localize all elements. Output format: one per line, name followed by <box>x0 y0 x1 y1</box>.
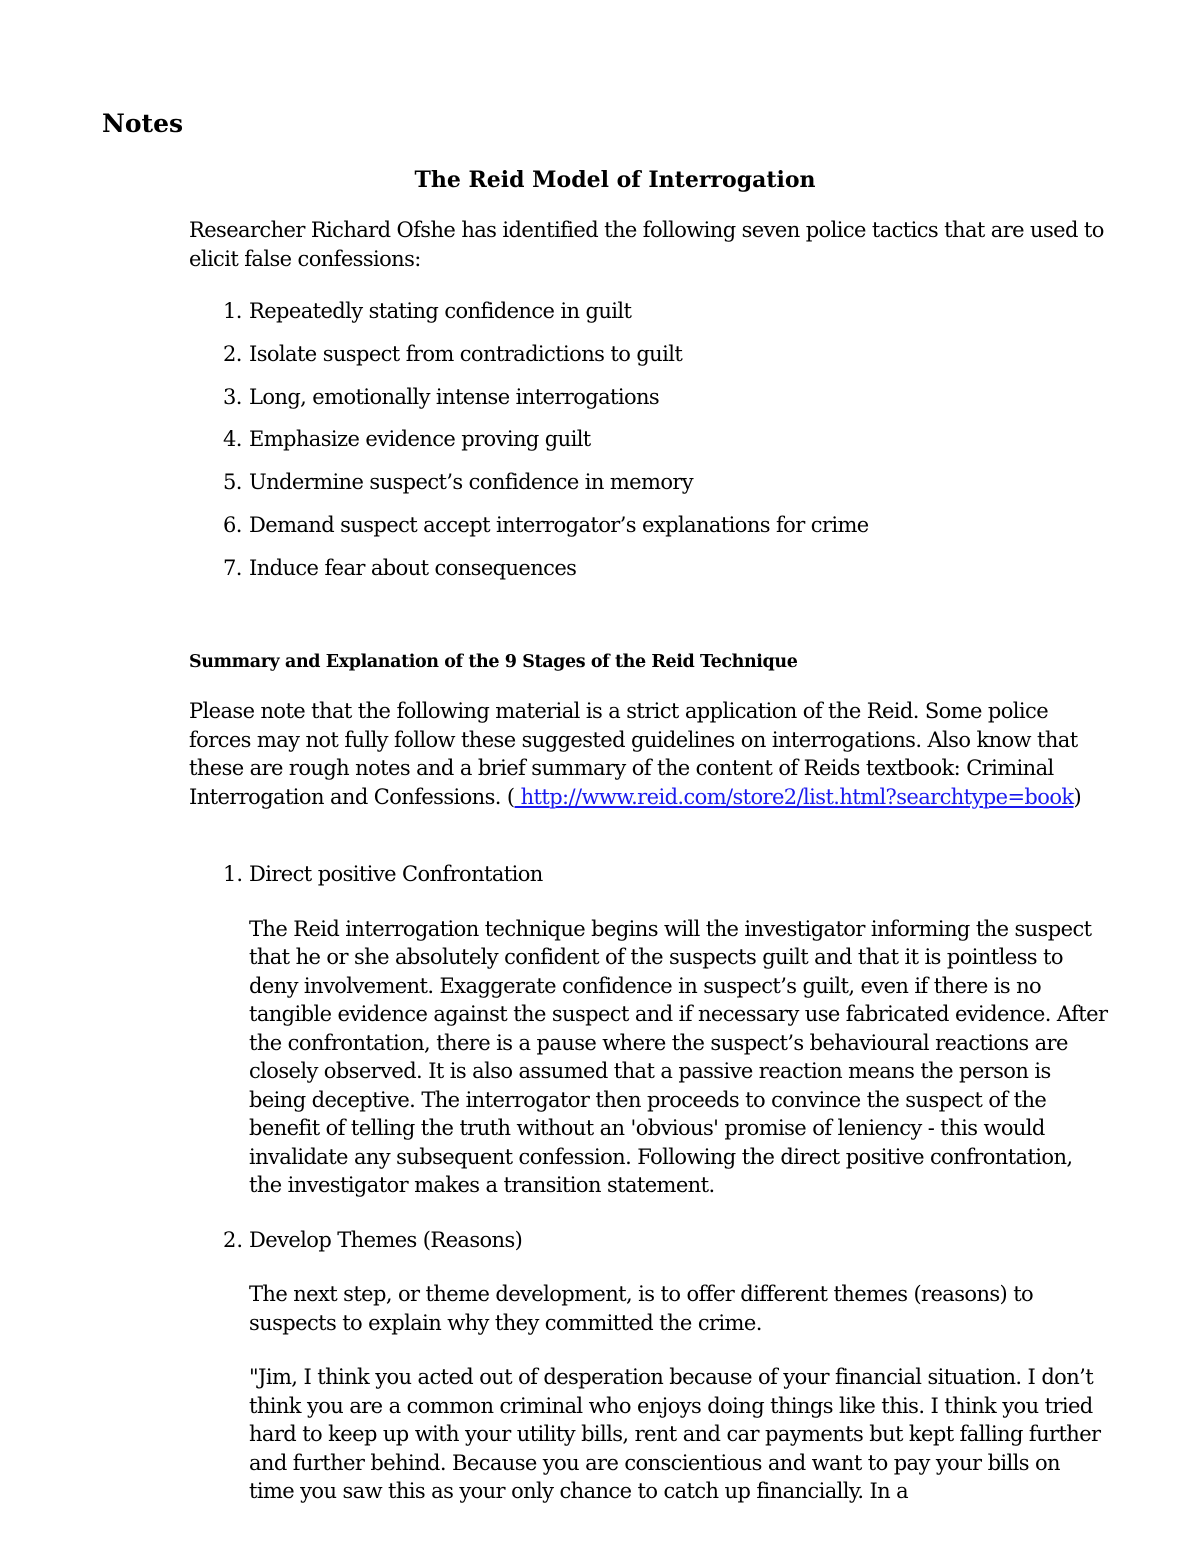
list-item <box>189 511 869 554</box>
stage-quote-paragraph: "Jim, I think you acted out of desperation because of your financial situation. I don’t think you are a common criminal who enjoys doing things like this. I think you tried hard to keep up with your utility bills, rent and car payments but kept falling further and further behind. Because you are conscientious and want to pay your bills on time you saw this as your only chance to catch up financially. In a <box>249 1365 1101 1503</box>
note-paragraph <box>189 697 1104 811</box>
stage-title: Direct positive Confrontation <box>249 862 543 886</box>
list-item-number: 3. <box>223 384 242 409</box>
list-item <box>189 554 869 597</box>
list-item-text: Emphasize evidence proving guilt <box>249 427 591 452</box>
stage-number: 1. <box>223 862 244 886</box>
stage-paragraph: The next step, or theme development, is to offer different themes (reasons) to suspects to explain why they committed the crime. <box>249 1282 1034 1335</box>
list-item-text: Undermine suspect’s confidence in memory <box>249 470 694 495</box>
list-item-text: Repeatedly stating confidence in guilt <box>249 299 632 323</box>
list-item <box>189 468 869 511</box>
list-item-text: Long, emotionally intense interrogations <box>249 384 660 409</box>
summary-heading: Summary and Explanation of the 9 Stages of the Reid Technique <box>189 652 798 672</box>
stage-paragraph: The Reid interrogation technique begins will the investigator informing the suspect that he or she absolutely confident of the suspects guilt and that it is pointless to deny involvement. Exaggerate confidence in suspect’s guilt, even if there is no tangible evidence against the suspect and if necessary use fabricated evidence. After the confrontation, there is a pause where the suspect’s behavioural reactions are closely observed. It is also assumed that a passive reaction means the person is being deceptive. The interrogator then proceeds to convince the suspect of the benefit of telling the truth without an 'obvious' promise of leniency - this would invalidate any subsequent confession. Following the direct positive confrontation, the investigator makes a transition statement. <box>249 916 1108 1197</box>
note-text: Please note that the following material is a strict application of the Reid. Some police forces may not fully follow these suggested guidelines on interrogations. Also know that these are rough notes and a brief summary of the content of Reids textbook: Criminal Interrogation and Confessions. ( <box>189 699 1078 809</box>
list-item-text: Induce fear about consequences <box>249 555 577 580</box>
list-item-text: Isolate suspect from contradictions to guilt <box>249 341 683 366</box>
stage-number: 2. <box>223 1227 244 1252</box>
page-title: The Reid Model of Interrogation <box>414 167 816 193</box>
notes-heading: Notes <box>102 109 184 138</box>
stage-item <box>189 860 1119 1200</box>
stage-item <box>189 1226 1119 1506</box>
list-item <box>189 297 869 340</box>
intro-paragraph: Researcher Richard Ofshe has identified the following seven police tactics that are used to elicit false confessions: <box>189 218 1104 271</box>
tactics-list <box>189 297 869 597</box>
list-item-number: 7. <box>223 555 242 580</box>
list-item <box>189 340 869 383</box>
reid-store-link[interactable]: http://www.reid.com/store2/list.html?searchtype=book <box>514 784 1074 809</box>
stage-title: Develop Themes (Reasons) <box>249 1227 523 1252</box>
list-item <box>189 425 869 468</box>
list-item-number: 5. <box>223 470 242 495</box>
stages-list <box>189 860 1119 1532</box>
note-close-paren: ) <box>1073 784 1082 809</box>
list-item-number: 6. <box>223 512 242 537</box>
list-item <box>189 383 869 426</box>
list-item-number: 1. <box>223 299 242 323</box>
list-item-number: 4. <box>223 427 242 452</box>
list-item-text: Demand suspect accept interrogator’s explanations for crime <box>249 512 869 537</box>
list-item-number: 2. <box>223 341 242 366</box>
